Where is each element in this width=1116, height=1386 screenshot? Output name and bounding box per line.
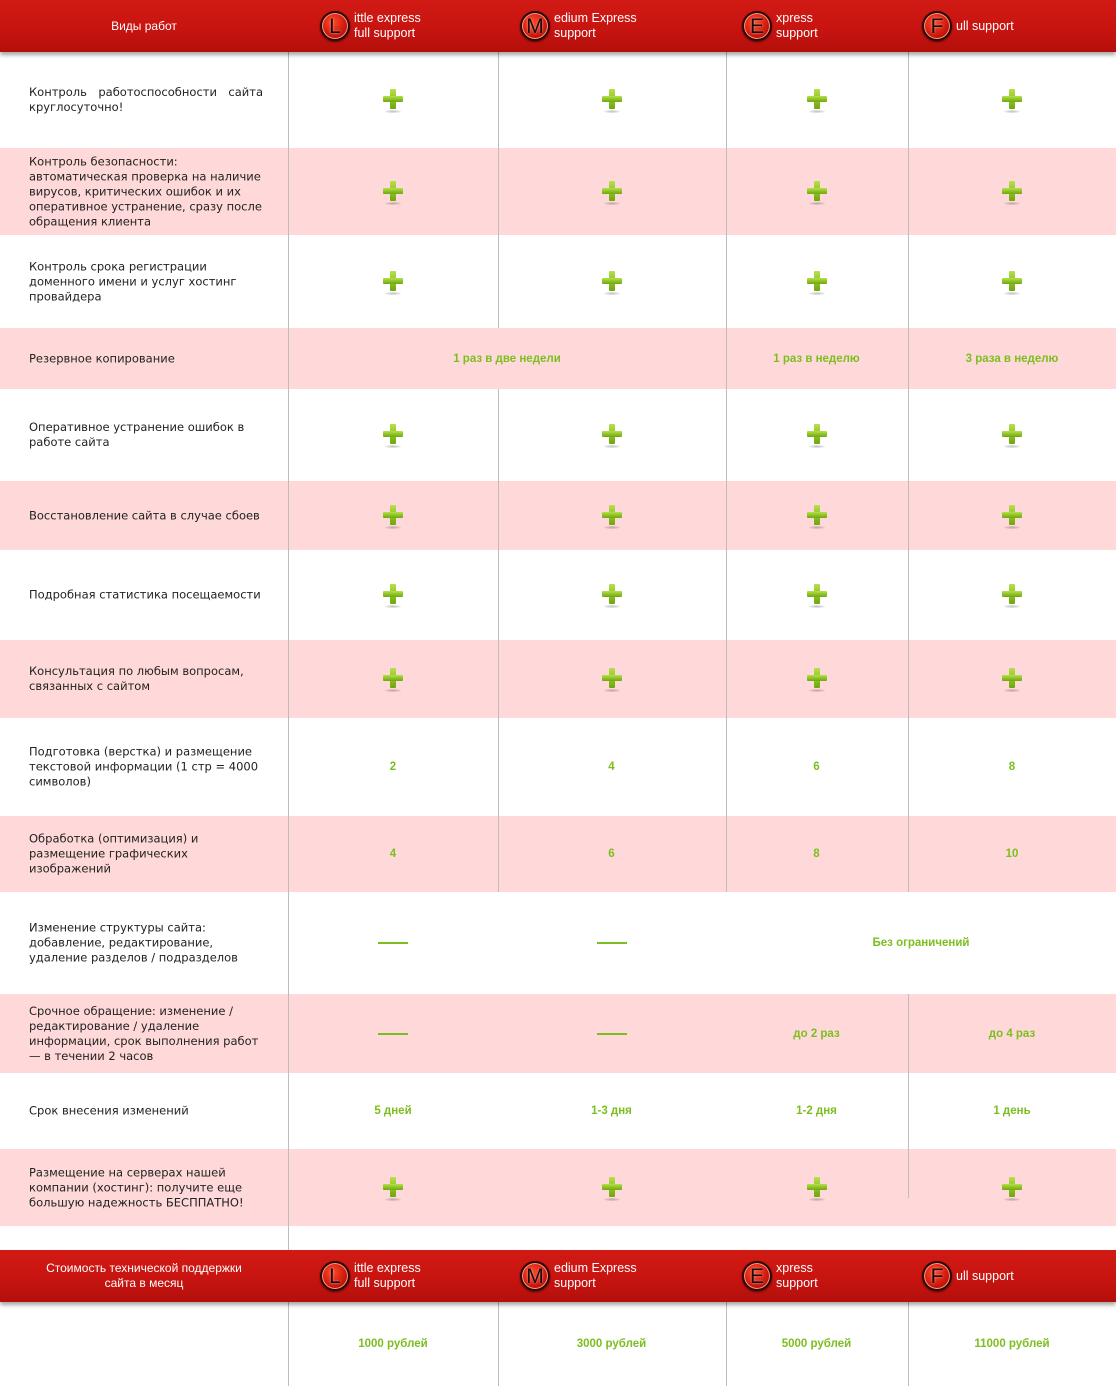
included-cell (726, 389, 907, 481)
plus-icon (1001, 423, 1023, 447)
plus-icon (1001, 88, 1023, 112)
included-cell (908, 148, 1116, 235)
table-row (0, 640, 1116, 718)
included-cell (726, 550, 907, 640)
value-cell: Без ограничений (872, 937, 970, 949)
plan-e-badge-icon: E (742, 1261, 772, 1291)
column-divider (726, 1302, 727, 1386)
included-cell (289, 1149, 497, 1226)
value-cell: 1 раз в неделю (773, 352, 860, 365)
included-cell (908, 52, 1116, 148)
price-plan-f-header: F ull support (922, 1250, 1014, 1302)
value-cell: 5 дней (374, 1105, 412, 1117)
value-cell: 1 раз в две недели (453, 352, 561, 365)
table-row (0, 1073, 1116, 1149)
included-cell (289, 550, 497, 640)
dash-icon (378, 942, 408, 944)
plus-icon (1001, 1176, 1023, 1200)
plus-icon (806, 180, 828, 204)
dash-icon (378, 1033, 408, 1035)
plus-icon (601, 88, 623, 112)
included-cell (726, 640, 907, 718)
feature-label: Контроль безопасности: автоматическая проверка на наличие вирусов, критических ошибок и их оперативное устранение, сразу после обращения клиента (29, 154, 262, 228)
plus-icon (601, 180, 623, 204)
included-cell (498, 640, 725, 718)
not-included-cell (289, 892, 497, 994)
plus-icon (1001, 667, 1023, 691)
plus-icon (806, 1176, 828, 1200)
value-cell: 3 раза в неделю (965, 352, 1059, 365)
included-cell (498, 148, 725, 235)
plan-f-header: F ull support (922, 0, 1014, 52)
included-cell (726, 481, 907, 550)
included-cell (498, 52, 725, 148)
table-row (0, 994, 1116, 1073)
included-cell (289, 235, 497, 328)
table-row (0, 816, 1116, 892)
plan-m-header: M edium Express support (520, 0, 637, 52)
plan-e-header: E xpress support (742, 0, 818, 52)
plus-icon (382, 423, 404, 447)
plus-icon (382, 504, 404, 528)
table-row (0, 328, 1116, 389)
table-row (0, 52, 1116, 148)
plus-icon (806, 423, 828, 447)
table-row (0, 148, 1116, 235)
feature-label: Изменение структуры сайта: добавление, редактирование, удаление разделов / подразделов (29, 920, 238, 965)
value-cell: 10 (1005, 848, 1019, 860)
value-cell: до 4 раз (988, 1027, 1036, 1040)
column-divider (908, 1302, 909, 1386)
plus-icon (601, 667, 623, 691)
plan-l-badge-icon: L (320, 1261, 350, 1291)
feature-label: Контроль работоспособности сайта круглосуточно! (29, 85, 263, 114)
feature-label: Восстановление сайта в случае сбоев (29, 508, 260, 522)
price-header-title: Стоимость технической поддержки сайта в месяц (46, 1261, 242, 1290)
column-divider (908, 994, 909, 1198)
value-cell: до 2 раз (793, 1027, 840, 1040)
included-cell (498, 481, 725, 550)
included-cell (498, 235, 725, 328)
dash-icon (597, 942, 627, 944)
included-cell (289, 481, 497, 550)
feature-label: Подробная статистика посещаемости (29, 587, 261, 602)
included-cell (908, 550, 1116, 640)
plus-icon (601, 583, 623, 607)
included-cell (726, 235, 907, 328)
table-row (0, 235, 1116, 328)
value-cell: 1-2 дня (796, 1105, 837, 1117)
not-included-cell (289, 994, 497, 1073)
not-included-cell (498, 892, 725, 994)
value-cell: 8 (1008, 761, 1016, 773)
included-cell (498, 389, 725, 481)
not-included-cell (498, 994, 725, 1073)
plan-l-badge-icon: L (320, 11, 350, 41)
included-cell (498, 550, 725, 640)
plus-icon (601, 270, 623, 294)
value-cell: 1-3 дня (591, 1105, 632, 1117)
value-cell: 2 (389, 761, 397, 773)
dash-icon (597, 1033, 627, 1035)
value-cell: 8 (813, 848, 820, 860)
value-cell: 1 день (993, 1105, 1031, 1117)
feature-label: Размещение на серверах нашей компании (хостинг): получите еще большую надежность БЕСППАТНО! (29, 1165, 244, 1209)
plus-icon (382, 88, 404, 112)
included-cell (726, 52, 907, 148)
price-e: 5000 рублей (781, 1338, 852, 1350)
feature-label: Контроль срока регистрации доменного имени и услуг хостинг провайдера (29, 259, 237, 303)
plan-e-badge-icon: E (742, 11, 772, 41)
header-column-title: Виды работ (111, 18, 177, 33)
plus-icon (1001, 583, 1023, 607)
value-cell: 4 (608, 761, 615, 773)
feature-label: Консультация по любым вопросам, связанных с сайтом (29, 664, 244, 693)
included-cell (289, 52, 497, 148)
included-cell (289, 148, 497, 235)
value-cell: 6 (608, 848, 615, 860)
plus-icon (601, 504, 623, 528)
column-divider (288, 1302, 289, 1386)
included-cell (908, 389, 1116, 481)
table-row (0, 892, 1116, 994)
included-cell (908, 235, 1116, 328)
price-m: 3000 рублей (576, 1338, 647, 1350)
plan-f-badge-icon: F (922, 1261, 952, 1291)
plus-icon (382, 583, 404, 607)
included-cell (289, 389, 497, 481)
plus-icon (1001, 180, 1023, 204)
plan-l-header: L ittle express full support (320, 0, 421, 52)
price-l: 1000 рублей (358, 1338, 428, 1350)
plus-icon (382, 180, 404, 204)
feature-label: Обработка (оптимизация) и размещение графических изображений (29, 831, 199, 876)
price-f: 11000 рублей (974, 1338, 1050, 1350)
included-cell (908, 481, 1116, 550)
plus-icon (806, 270, 828, 294)
column-divider (498, 52, 499, 328)
plus-icon (806, 667, 828, 691)
included-cell (289, 640, 497, 718)
plus-icon (806, 88, 828, 112)
plus-icon (601, 1176, 623, 1200)
column-divider (498, 389, 499, 892)
included-cell (908, 1149, 1116, 1226)
feature-label: Срочное обращение: изменение / редактирование / удаление информации, срок выполнения работ — в течении 2 часов (29, 1003, 259, 1063)
column-divider (498, 1302, 499, 1386)
included-cell (726, 148, 907, 235)
plan-m-badge-icon: M (520, 11, 550, 41)
plus-icon (382, 667, 404, 691)
plus-icon (382, 1176, 404, 1200)
feature-label: Оперативное устранение ошибок в работе сайта (29, 420, 245, 449)
table-row (0, 718, 1116, 816)
column-divider (908, 52, 909, 892)
table-row (0, 481, 1116, 550)
price-plan-m-header: M edium Express support (520, 1250, 637, 1302)
feature-label: Резервное копирование (29, 351, 175, 365)
included-cell (498, 1149, 725, 1226)
price-plan-e-header: E xpress support (742, 1250, 818, 1302)
value-cell: 6 (813, 761, 820, 773)
feature-label: Срок внесения изменений (29, 1103, 189, 1118)
included-cell (908, 640, 1116, 718)
plan-m-badge-icon: M (520, 1261, 550, 1291)
value-cell: 4 (389, 848, 397, 860)
column-divider (726, 52, 727, 892)
plus-icon (1001, 270, 1023, 294)
price-row (0, 1302, 1116, 1386)
plus-icon (806, 583, 828, 607)
plus-icon (382, 270, 404, 294)
plan-f-badge-icon: F (922, 11, 952, 41)
price-plan-l-header: L ittle express full support (320, 1250, 421, 1302)
plus-icon (601, 423, 623, 447)
included-cell (726, 1149, 907, 1226)
column-divider (288, 52, 289, 1250)
price-header (0, 1250, 1116, 1302)
plus-icon (806, 504, 828, 528)
table-row (0, 550, 1116, 640)
table-row (0, 389, 1116, 481)
feature-label: Подготовка (верстка) и размещение текстовой информации (1 стр = 4000 символов) (29, 744, 259, 789)
table-row (0, 1149, 1116, 1226)
top-header (0, 0, 1116, 52)
plus-icon (1001, 504, 1023, 528)
